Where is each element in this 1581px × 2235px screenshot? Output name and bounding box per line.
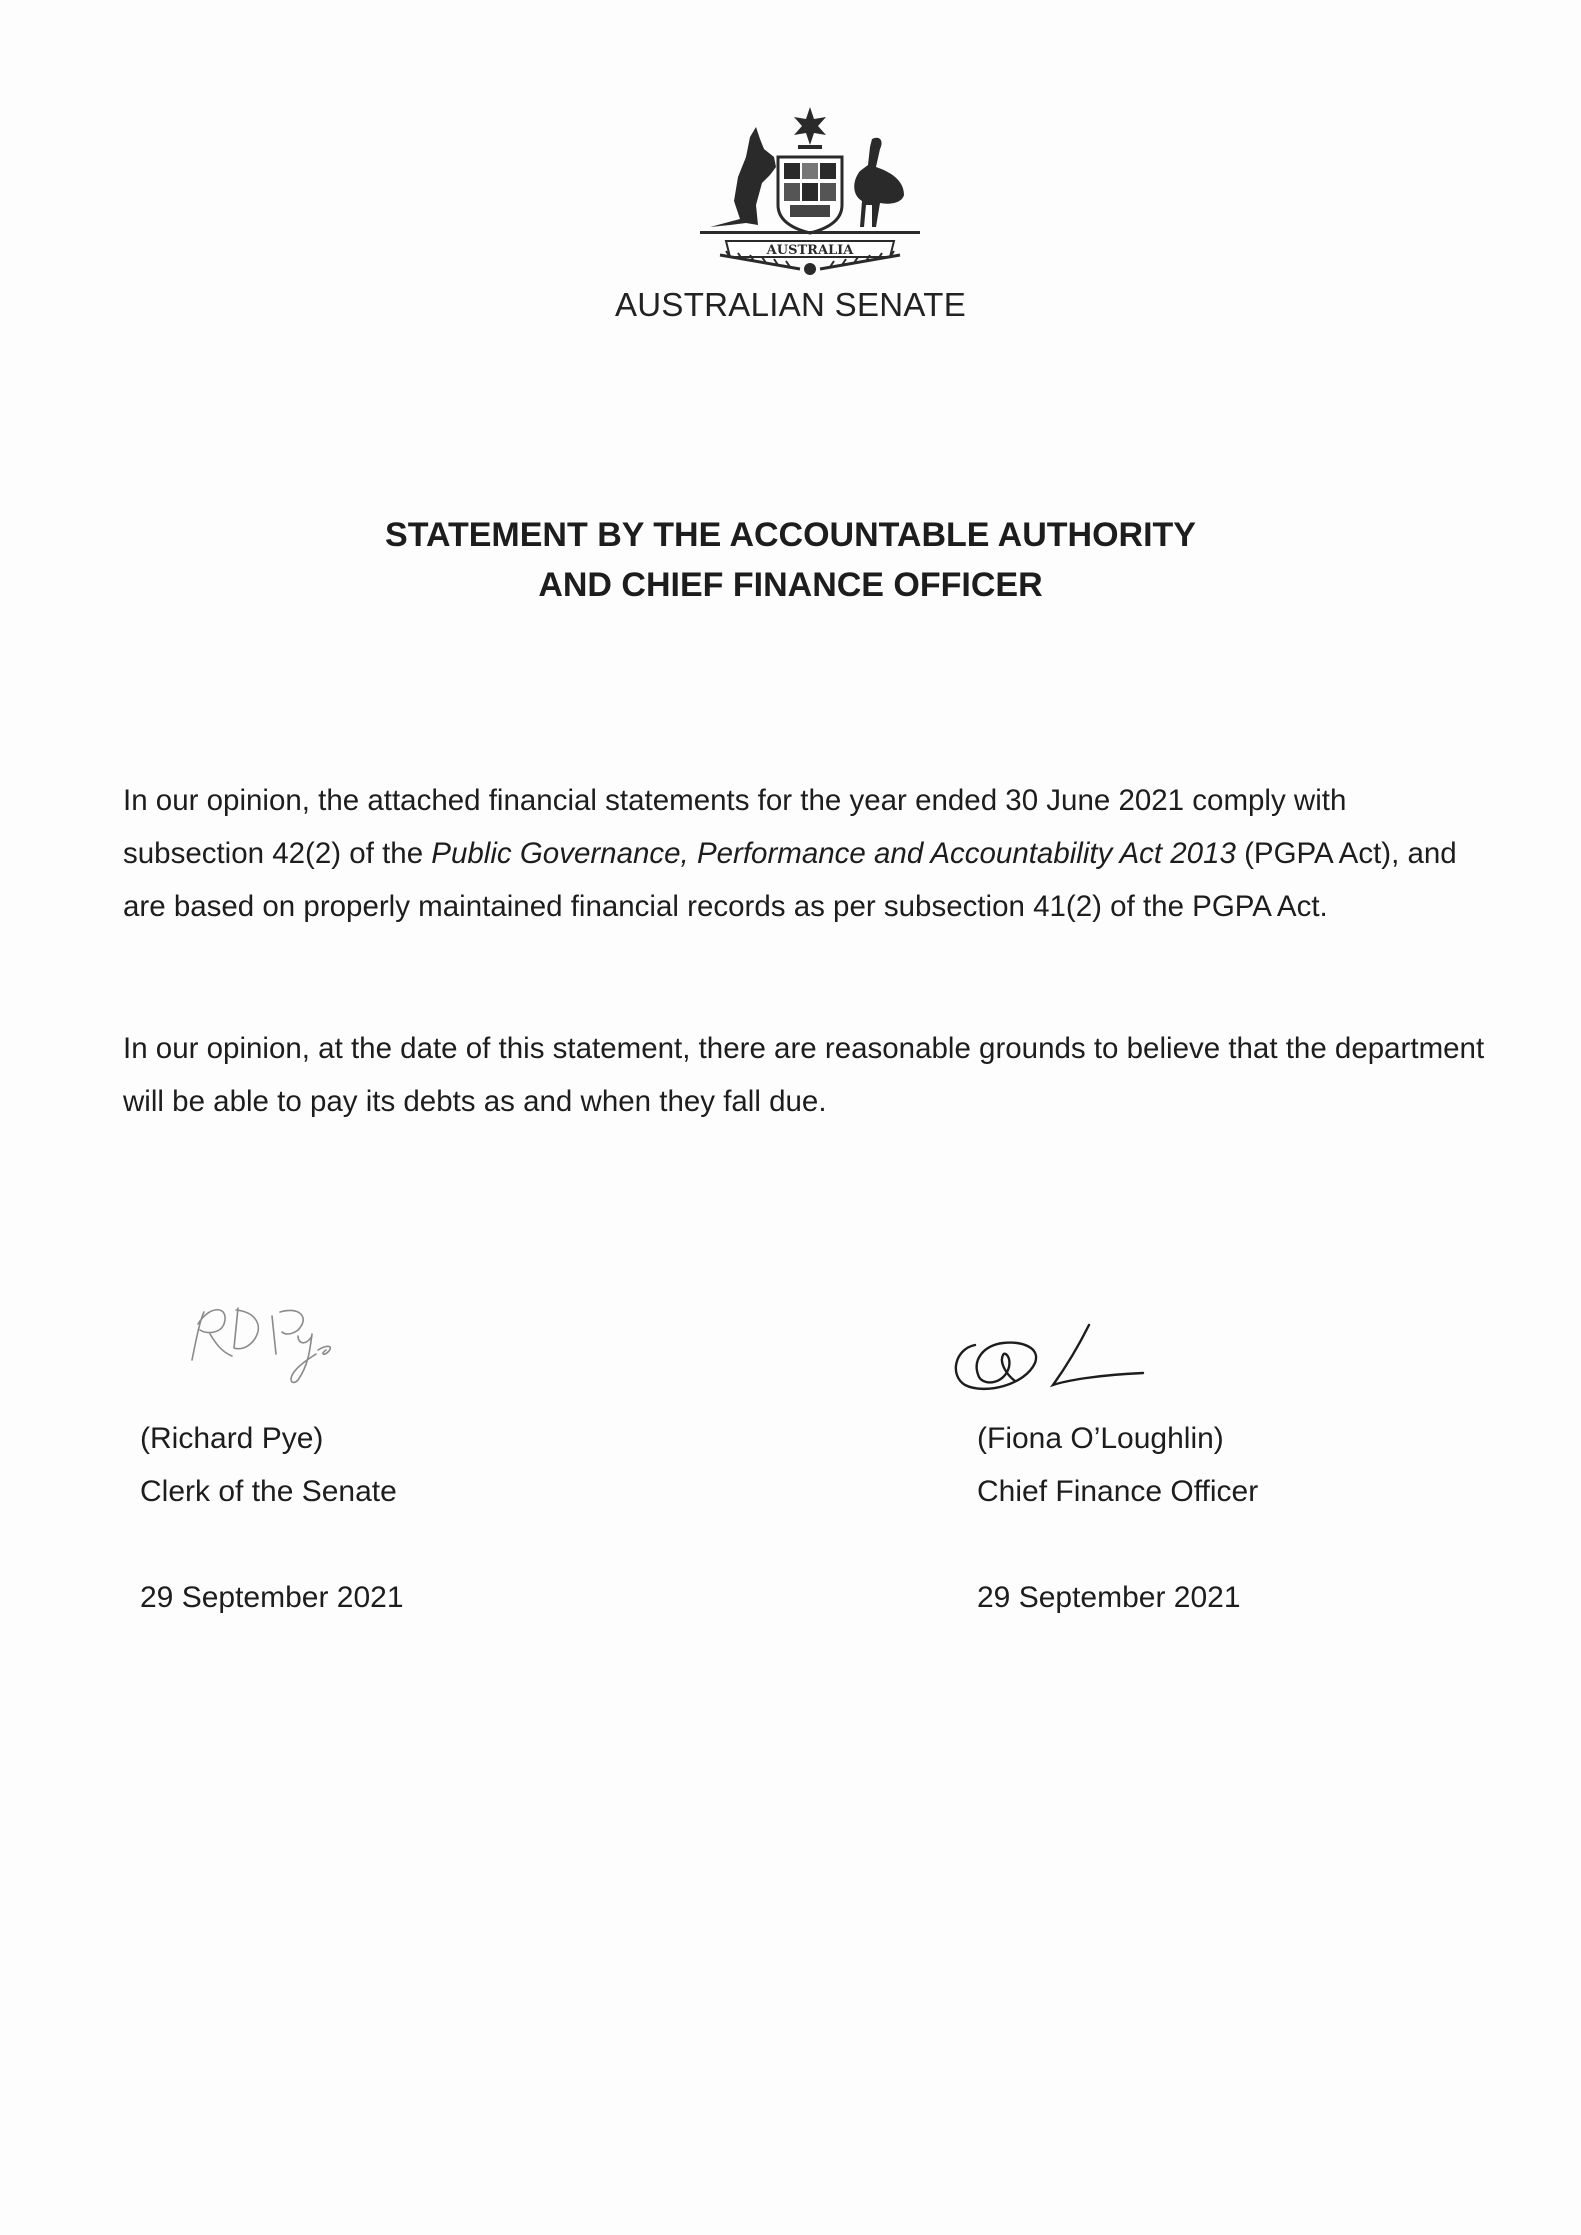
signatory-role: Chief Finance Officer	[977, 1475, 1259, 1508]
signatory-name: (Fiona O’Loughlin)	[977, 1422, 1224, 1455]
signature-richard-pye-icon	[180, 1290, 380, 1390]
signatory-date: 29 September 2021	[140, 1581, 404, 1614]
signatory-date: 29 September 2021	[977, 1581, 1241, 1614]
compliance-paragraph	[123, 774, 1493, 933]
signatory-name: (Richard Pye)	[140, 1422, 324, 1455]
paragraph-text: (PGPA Act), and are based on properly maintained financial records as per subsection 41(2) of the PGPA Act.	[123, 837, 1457, 923]
signatory-cfo	[977, 1412, 1258, 1624]
svg-text:AUSTRALIA: AUSTRALIA	[766, 243, 854, 258]
paragraph-text: In our opinion, the attached financial statements for the year ended 30 June 2021 comply with subsection 42(2) of the	[123, 784, 1347, 870]
signature-fiona-oloughlin-icon	[945, 1305, 1155, 1405]
act-name: Public Governance, Performance and Accountability Act 2013	[431, 837, 1236, 870]
solvency-paragraph	[123, 1022, 1493, 1128]
organisation-name: AUSTRALIAN SENATE	[614, 286, 967, 323]
title-line-2: AND CHIEF FINANCE OFFICER	[538, 566, 1043, 604]
title-line-1: STATEMENT BY THE ACCOUNTABLE AUTHORITY	[385, 516, 1196, 554]
coat-of-arms-icon	[690, 105, 930, 275]
document-title	[0, 510, 1581, 610]
signatory-clerk	[140, 1412, 404, 1624]
paragraph-text: In our opinion, at the date of this statement, there are reasonable grounds to believe that the department will be able to pay its debts as and when they fall due.	[123, 1032, 1485, 1118]
signatory-role: Clerk of the Senate	[140, 1475, 397, 1508]
